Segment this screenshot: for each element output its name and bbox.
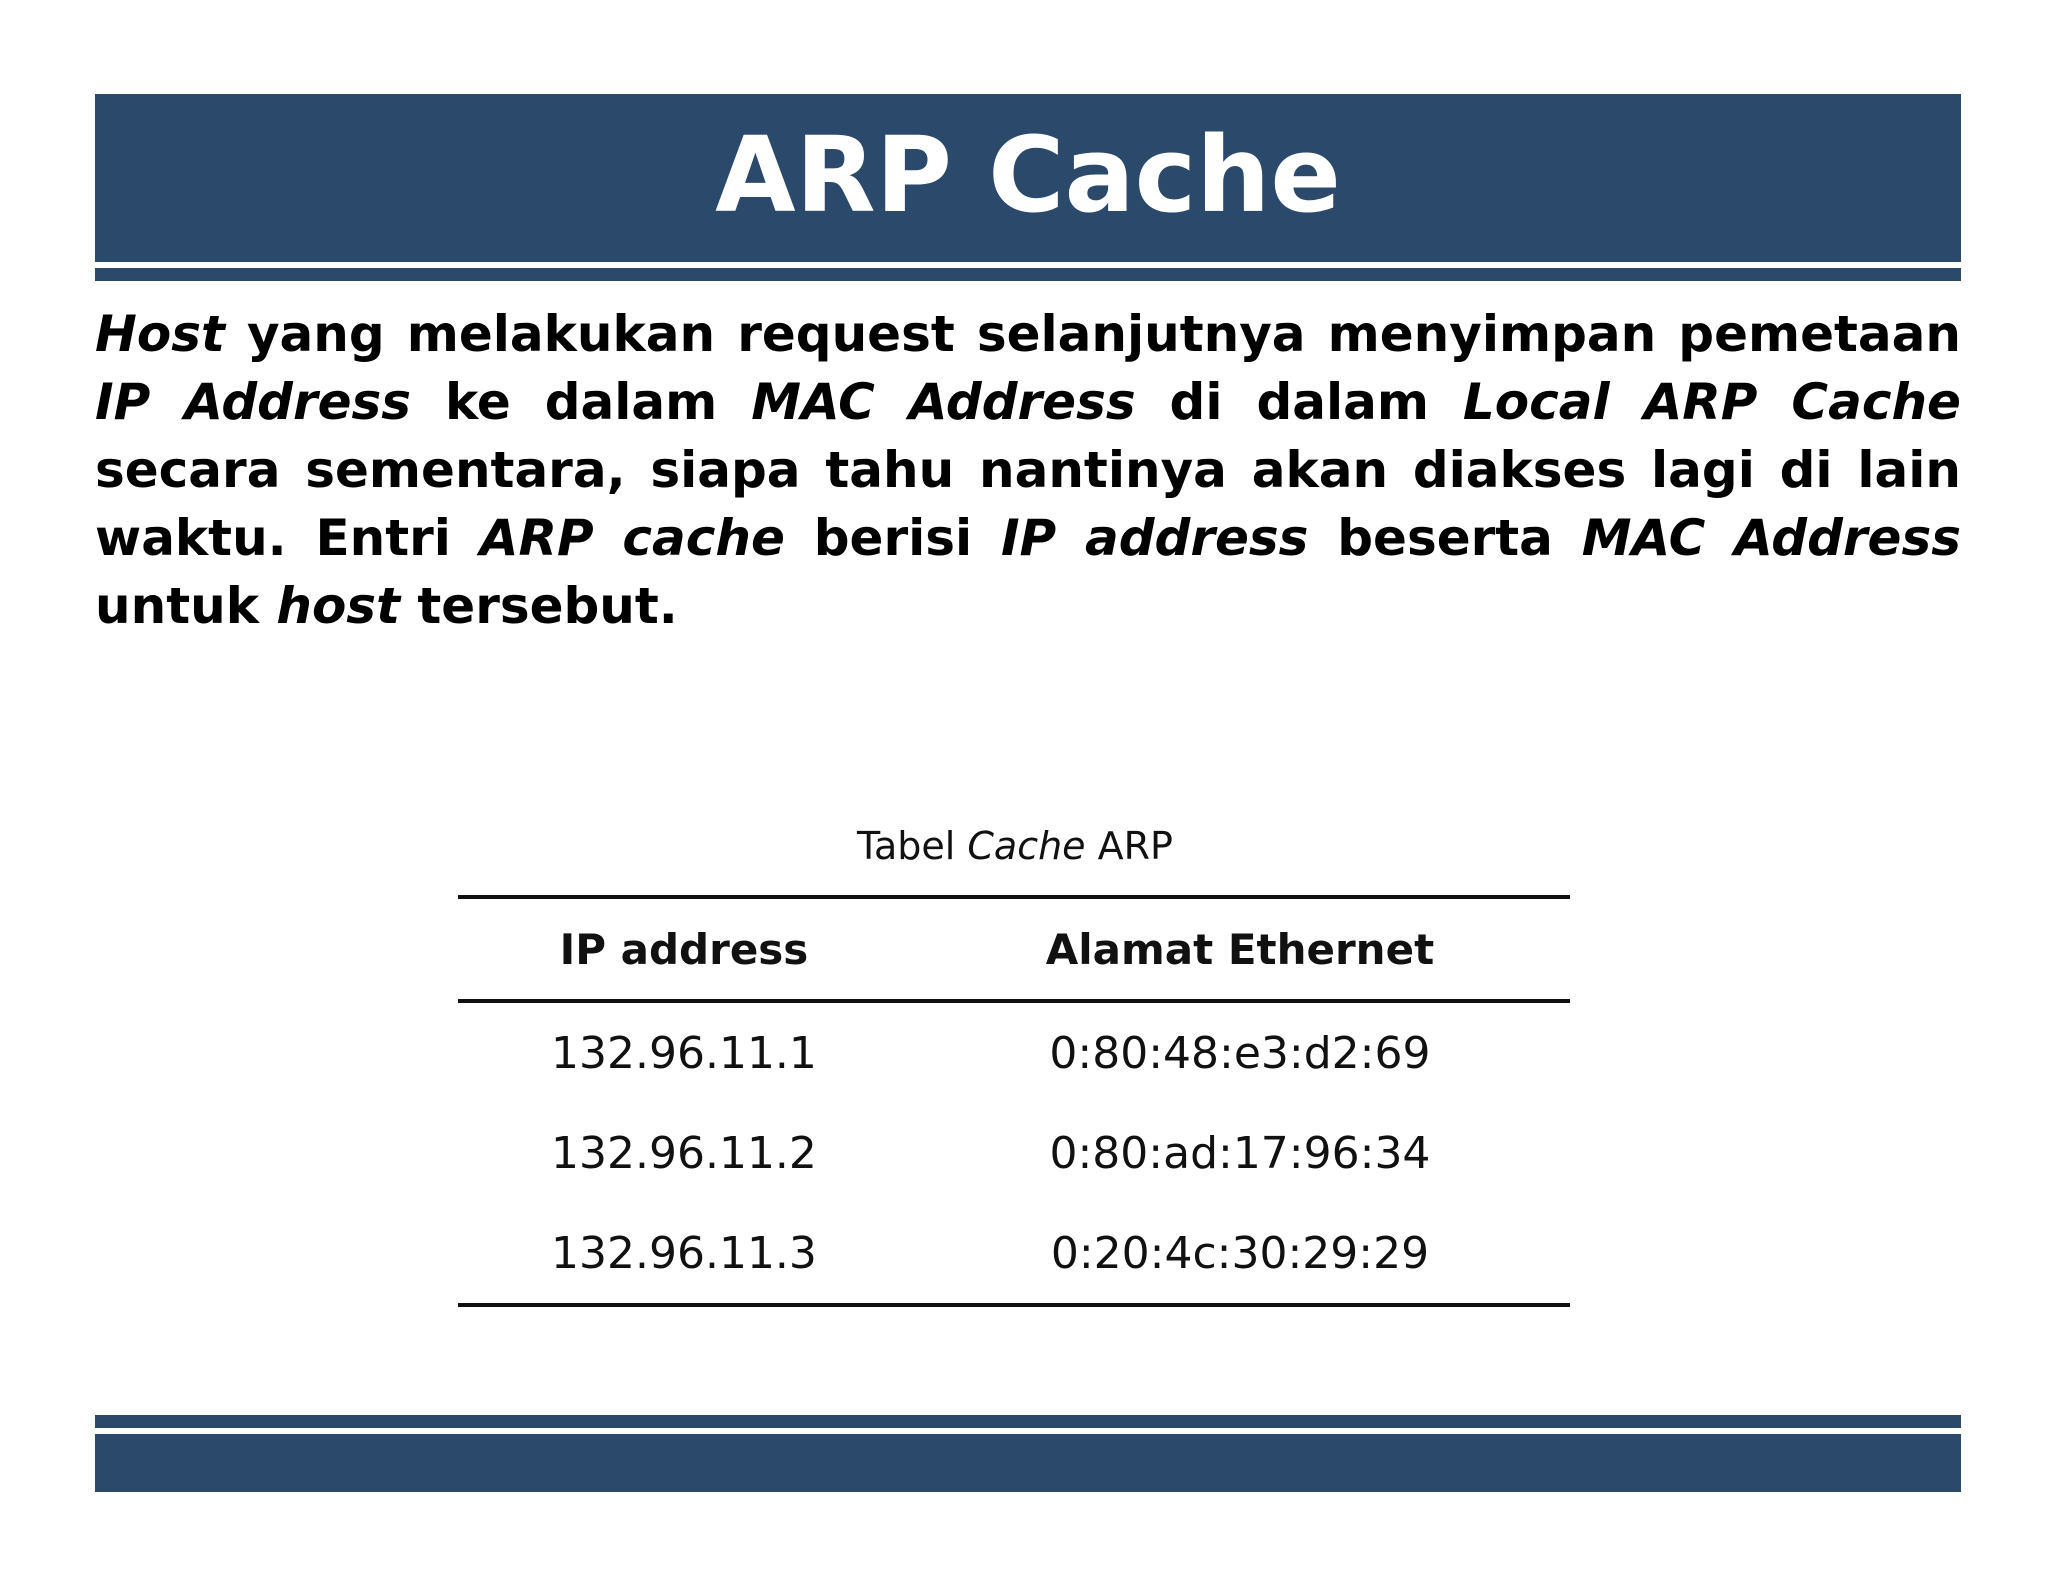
cell-ip-address: 132.96.11.3: [458, 1203, 910, 1305]
text-host-term: Host: [95, 305, 225, 363]
text-mac-address-term: MAC Address: [751, 373, 1136, 431]
text-segment: untuk: [95, 577, 277, 635]
cell-ethernet-address: 0:20:4c:30:29:29: [910, 1203, 1570, 1305]
caption-italic: Cache: [967, 824, 1086, 868]
text-segment: beserta: [1308, 509, 1582, 567]
cell-ip-address: 132.96.11.2: [551, 1127, 817, 1179]
cell-ethernet-address: 0:80:ad:17:96:34: [1049, 1127, 1431, 1179]
text-segment: yang melakukan request selanjutnya menyimpan pemetaan: [224, 305, 1961, 363]
text-segment: di dalam: [1135, 373, 1463, 431]
page-title: ARP Cache: [715, 114, 1341, 236]
column-header-ethernet-address: Alamat Ethernet: [910, 897, 1570, 1001]
text-arp-cache-term: ARP cache: [479, 509, 785, 567]
arp-cache-table: [458, 895, 1570, 1307]
text-segment: ke dalam: [411, 373, 752, 431]
text-segment: berisi: [784, 509, 1001, 567]
text-mac-address-term: MAC Address: [1581, 509, 1961, 567]
table-header-row: [458, 897, 1570, 1001]
cell-ethernet-address: 0:80:48:e3:d2:69: [1049, 1027, 1431, 1079]
text-ip-address-term: IP address: [1000, 509, 1309, 567]
text-local-arp-cache-term: Local ARP Cache: [1462, 373, 1961, 431]
caption-suffix: ARP: [1085, 824, 1173, 868]
footer-rule: [95, 1415, 1961, 1428]
table-row: [458, 1103, 1570, 1203]
text-host-term: host: [276, 577, 400, 635]
body-paragraph: [95, 300, 1961, 640]
text-ip-address-term: IP Address: [95, 373, 412, 431]
cell-ip-address: 132.96.11.1: [551, 1027, 817, 1079]
footer-banner: [95, 1434, 1961, 1492]
table-caption: [460, 822, 1570, 870]
title-underline: [95, 268, 1961, 281]
text-segment: secara sementara, siapa tahu nantinya akan diakses lagi di lain waktu. Entri: [95, 441, 1961, 567]
table-row: [458, 1203, 1570, 1305]
title-banner: [95, 94, 1961, 262]
text-segment: tersebut.: [399, 577, 678, 635]
caption-prefix: Tabel: [857, 824, 968, 868]
table-row: [458, 1001, 1570, 1103]
column-header-ip-address: IP address: [458, 897, 910, 1001]
